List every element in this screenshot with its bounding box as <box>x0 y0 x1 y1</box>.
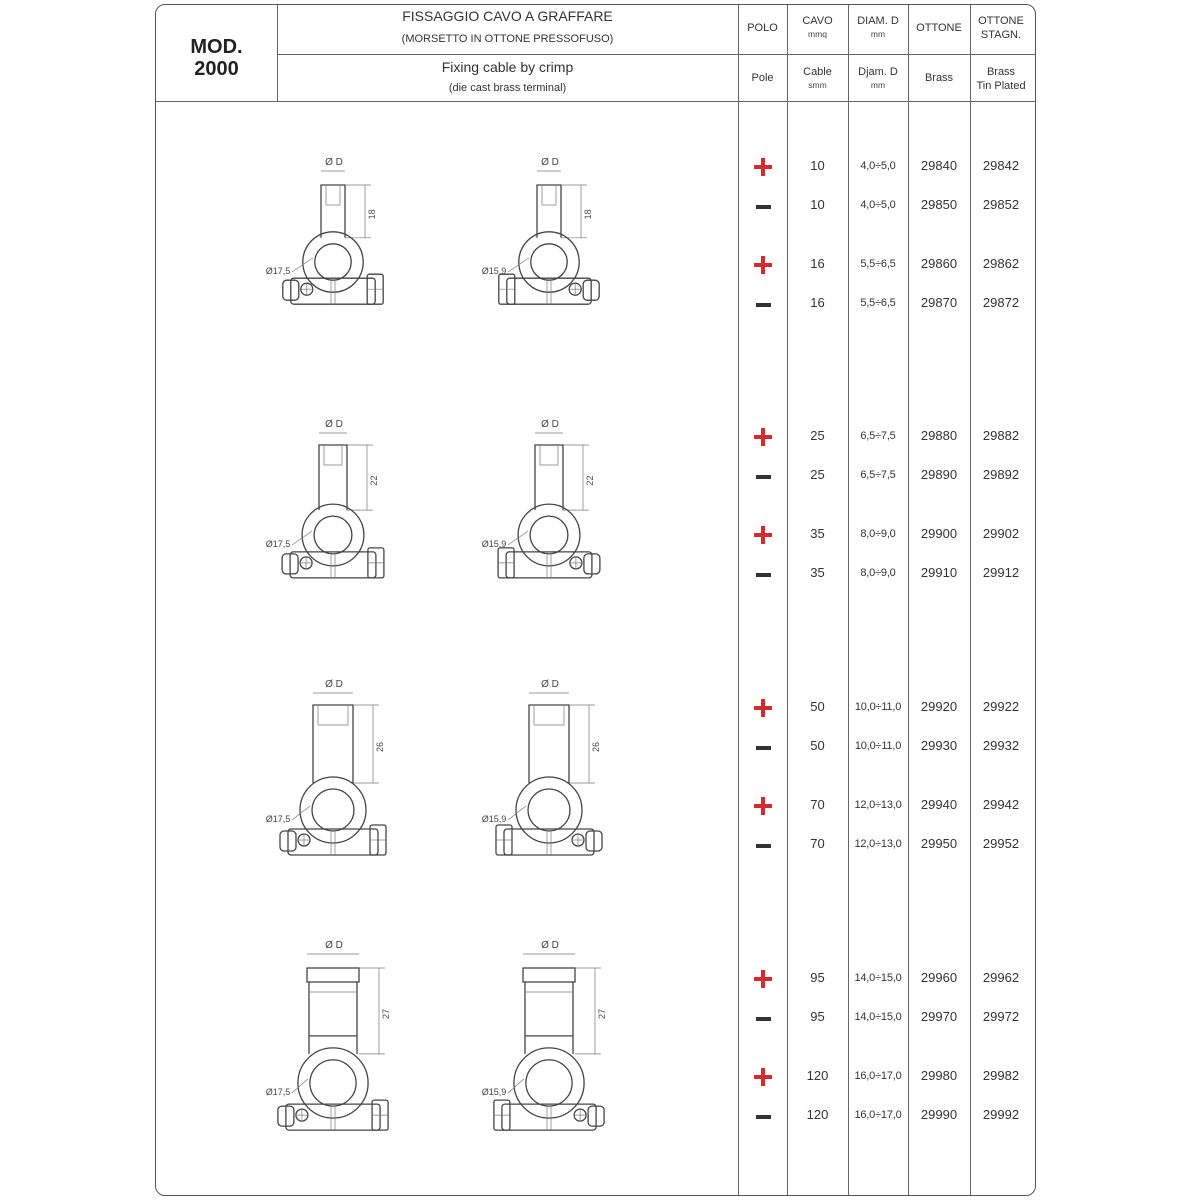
column-header-djam: Djam. D <box>858 66 898 78</box>
minus-pole-icon <box>756 205 771 209</box>
column-header-pole: Pole <box>751 72 774 84</box>
length-label: 26 <box>591 741 601 753</box>
column-unit-cavo: mmq <box>808 29 827 39</box>
minus-pole-icon <box>756 746 771 750</box>
tin-plated-code-cell: 29862 <box>982 256 1020 271</box>
plus-pole-icon <box>754 158 772 176</box>
column-header-ottone-stagn: OTTONE STAGN. <box>978 15 1024 41</box>
terminal-bore <box>314 516 352 554</box>
diameter-label: Ø D <box>325 157 343 168</box>
cable-size-cell: 70 <box>810 797 825 812</box>
clamp-block <box>291 278 375 304</box>
terminal-bore <box>310 1060 356 1106</box>
diameter-cell: 4,0÷5,0 <box>860 160 896 172</box>
brass-code-cell: 29910 <box>920 565 958 580</box>
terminal-drawing <box>266 157 383 304</box>
ring-diameter-label: Ø15,9 <box>481 539 507 549</box>
tin-plated-code-cell: 29992 <box>982 1107 1020 1122</box>
brass-code-cell: 29840 <box>920 158 958 173</box>
clamp-block <box>504 829 594 855</box>
cable-size-cell: 50 <box>810 699 825 714</box>
length-label: 22 <box>585 475 595 486</box>
clamp-block <box>506 552 592 578</box>
terminal-bore <box>528 789 570 831</box>
hidden-line <box>534 705 564 725</box>
diameter-label: Ø D <box>541 940 559 951</box>
diameter-cell: 16,0÷17,0 <box>854 1109 902 1121</box>
terminal-stem <box>529 705 569 783</box>
terminal-stem <box>537 185 561 238</box>
terminal-bore <box>526 1060 572 1106</box>
column-header-ottone: OTTONE <box>916 22 962 34</box>
title-italian: FISSAGGIO CAVO A GRAFFARE <box>402 8 613 24</box>
hidden-line <box>318 705 348 725</box>
cable-size-cell: 10 <box>810 197 825 212</box>
tin-plated-code-cell: 29942 <box>982 797 1020 812</box>
diameter-label: Ø D <box>325 940 343 951</box>
hidden-line <box>326 185 340 205</box>
header-divider <box>738 54 1035 55</box>
cable-size-cell: 16 <box>810 295 825 310</box>
length-label: 18 <box>583 209 593 220</box>
brass-code-cell: 29880 <box>920 428 958 443</box>
plus-pole-icon <box>754 1068 772 1086</box>
hidden-line <box>324 445 342 465</box>
diameter-cell: 4,0÷5,0 <box>860 199 896 211</box>
diameter-cell: 8,0÷9,0 <box>860 567 896 579</box>
cable-size-cell: 35 <box>810 526 825 541</box>
plus-pole-icon <box>754 797 772 815</box>
tin-plated-code-cell: 29932 <box>982 738 1020 753</box>
ring-diameter-label: Ø17,5 <box>265 1087 291 1097</box>
clamp-block <box>290 552 376 578</box>
brass-code-cell: 29930 <box>920 738 958 753</box>
plus-pole-icon <box>754 526 772 544</box>
tin-plated-code-cell: 29972 <box>982 1009 1020 1024</box>
hidden-line <box>540 445 558 465</box>
column-header-brass-tin: Brass Tin Plated <box>976 66 1026 92</box>
brass-code-cell: 29980 <box>920 1068 958 1083</box>
diameter-label: Ø D <box>325 679 343 690</box>
column-header-brass: Brass <box>924 72 954 84</box>
minus-pole-icon <box>756 844 771 848</box>
tin-plated-code-cell: 29952 <box>982 836 1020 851</box>
terminal-drawing <box>482 940 607 1130</box>
terminal-ring <box>518 504 580 566</box>
terminal-drawing <box>482 419 600 578</box>
tin-plated-code-cell: 29882 <box>982 428 1020 443</box>
cable-size-cell: 10 <box>810 158 825 173</box>
column-unit-cable: smm <box>808 80 827 90</box>
plus-pole-icon <box>754 970 772 988</box>
diameter-label: Ø D <box>325 419 343 430</box>
terminal-drawing <box>266 679 386 855</box>
brass-code-cell: 29970 <box>920 1009 958 1024</box>
terminal-bore <box>312 789 354 831</box>
cable-size-cell: 95 <box>810 970 825 985</box>
column-header-polo: POLO <box>747 22 778 34</box>
cable-size-cell: 16 <box>810 256 825 271</box>
diameter-cell: 6,5÷7,5 <box>860 469 896 481</box>
diameter-cell: 6,5÷7,5 <box>860 430 896 442</box>
brass-code-cell: 29900 <box>920 526 958 541</box>
minus-pole-icon <box>756 475 771 479</box>
clamp-block <box>502 1104 596 1130</box>
leader-line <box>508 1079 524 1093</box>
minus-pole-icon <box>756 303 771 307</box>
cable-size-cell: 120 <box>806 1068 829 1083</box>
column-header-cavo: CAVO <box>802 15 833 27</box>
terminal-collar <box>523 968 575 982</box>
clamp-block <box>507 278 591 304</box>
brass-code-cell: 29890 <box>920 467 958 482</box>
terminal-ring <box>516 777 582 843</box>
diameter-cell: 12,0÷13,0 <box>854 838 902 850</box>
diameter-cell: 10,0÷11,0 <box>854 740 902 752</box>
column-unit-djam: mm <box>870 80 886 90</box>
tin-plated-code-cell: 29892 <box>982 467 1020 482</box>
ring-diameter-label: Ø15,9 <box>481 1087 507 1097</box>
cable-size-cell: 25 <box>810 428 825 443</box>
brass-code-cell: 29870 <box>920 295 958 310</box>
minus-pole-icon <box>756 573 771 577</box>
brass-code-cell: 29920 <box>920 699 958 714</box>
brass-code-cell: 29850 <box>920 197 958 212</box>
tin-plated-code-cell: 29912 <box>982 565 1020 580</box>
length-label: 22 <box>369 475 379 486</box>
hidden-line <box>542 185 556 205</box>
subtitle-italian: (MORSETTO IN OTTONE PRESSOFUSO) <box>401 33 614 45</box>
tin-plated-code-cell: 29962 <box>982 970 1020 985</box>
terminal-drawing <box>482 679 602 855</box>
terminal-bore <box>531 244 567 280</box>
brass-code-cell: 29950 <box>920 836 958 851</box>
diameter-label: Ø D <box>541 419 559 430</box>
cable-size-cell: 120 <box>806 1107 829 1122</box>
terminal-stem <box>309 982 357 1054</box>
ring-diameter-label: Ø17,5 <box>265 814 291 824</box>
column-header-cable: Cable <box>803 66 832 78</box>
diameter-label: Ø D <box>541 679 559 690</box>
brass-code-cell: 29940 <box>920 797 958 812</box>
tin-plated-code-cell: 29922 <box>982 699 1020 714</box>
terminal-stem <box>535 445 563 510</box>
terminal-ring <box>514 1048 584 1118</box>
plus-pole-icon <box>754 699 772 717</box>
terminal-drawing <box>482 157 599 304</box>
terminal-ring <box>303 232 363 292</box>
terminal-drawing <box>266 940 391 1130</box>
ring-diameter-label: Ø15,9 <box>481 814 507 824</box>
tin-plated-code-cell: 29872 <box>982 295 1020 310</box>
diameter-label: Ø D <box>541 157 559 168</box>
diameter-cell: 5,5÷6,5 <box>860 258 896 270</box>
column-unit-diam: mm <box>870 29 886 39</box>
leader-line <box>292 1079 308 1093</box>
brass-code-cell: 29960 <box>920 970 958 985</box>
terminal-stem <box>313 705 353 783</box>
length-label: 26 <box>375 741 385 753</box>
terminal-ring <box>298 1048 368 1118</box>
tin-plated-code-cell: 29852 <box>982 197 1020 212</box>
ring-diameter-label: Ø17,5 <box>265 539 291 549</box>
column-header-diam: DIAM. D <box>857 15 899 27</box>
clamp-block <box>286 1104 380 1130</box>
minus-pole-icon <box>756 1017 771 1021</box>
diameter-cell: 14,0÷15,0 <box>854 1011 902 1023</box>
terminal-ring <box>302 504 364 566</box>
length-label: 18 <box>367 209 377 220</box>
clamp-block <box>288 829 378 855</box>
diameter-cell: 14,0÷15,0 <box>854 972 902 984</box>
terminal-stem <box>319 445 347 510</box>
ring-diameter-label: Ø17,5 <box>265 266 291 276</box>
tin-plated-code-cell: 29982 <box>982 1068 1020 1083</box>
terminal-collar <box>307 968 359 982</box>
subtitle-english: (die cast brass terminal) <box>448 82 567 94</box>
title-english: Fixing cable by crimp <box>441 59 574 75</box>
terminal-stem <box>525 982 573 1054</box>
length-label: 27 <box>597 1008 607 1019</box>
tin-plated-code-cell: 29842 <box>982 158 1020 173</box>
plus-pole-icon <box>754 428 772 446</box>
plus-pole-icon <box>754 256 772 274</box>
diameter-cell: 12,0÷13,0 <box>854 799 902 811</box>
terminal-ring <box>300 777 366 843</box>
diameter-cell: 16,0÷17,0 <box>854 1070 902 1082</box>
diameter-cell: 5,5÷6,5 <box>860 297 896 309</box>
minus-pole-icon <box>756 1115 771 1119</box>
model-label: MOD. 2000 <box>190 36 243 80</box>
diameter-cell: 8,0÷9,0 <box>860 528 896 540</box>
terminal-bore <box>315 244 351 280</box>
terminal-drawing <box>266 419 384 578</box>
terminal-ring <box>519 232 579 292</box>
tin-plated-code-cell: 29902 <box>982 526 1020 541</box>
length-label: 27 <box>381 1008 391 1019</box>
cable-size-cell: 35 <box>810 565 825 580</box>
brass-code-cell: 29860 <box>920 256 958 271</box>
terminal-stem <box>321 185 345 238</box>
cable-size-cell: 50 <box>810 738 825 753</box>
terminal-bore <box>530 516 568 554</box>
cable-size-cell: 70 <box>810 836 825 851</box>
diameter-cell: 10,0÷11,0 <box>854 701 902 713</box>
cable-size-cell: 25 <box>810 467 825 482</box>
brass-code-cell: 29990 <box>920 1107 958 1122</box>
ring-diameter-label: Ø15,9 <box>481 266 507 276</box>
cable-size-cell: 95 <box>810 1009 825 1024</box>
